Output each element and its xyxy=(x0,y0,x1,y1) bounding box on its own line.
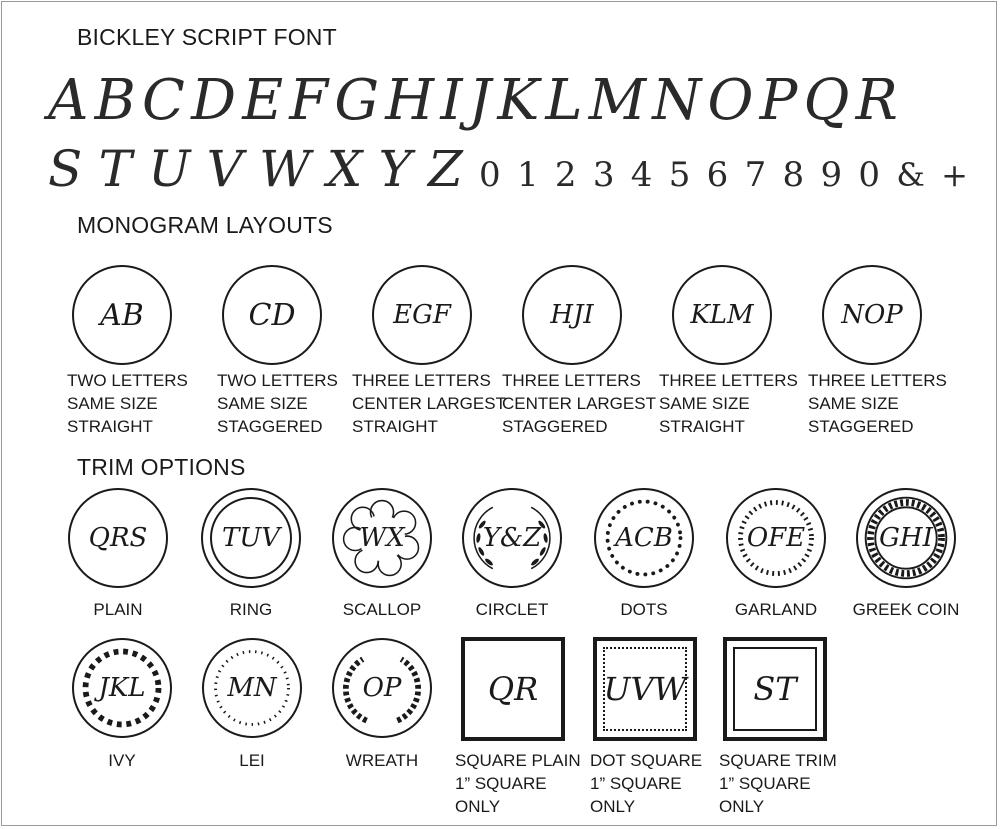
monogram-text: EGF xyxy=(393,300,451,330)
trim-caption xyxy=(332,598,432,621)
alphabet-row-1 xyxy=(48,68,898,133)
glyph: O xyxy=(707,68,754,133)
caption-line: THREE LETTERS xyxy=(808,371,947,390)
glyph: F xyxy=(289,68,329,133)
monogram-text: GHI xyxy=(879,523,933,553)
trim-circlet[interactable] xyxy=(462,488,562,588)
trim-caption xyxy=(590,749,702,818)
symbol-glyph: + xyxy=(941,156,968,194)
trim-caption xyxy=(201,598,301,621)
caption-line: CENTER LARGEST xyxy=(352,394,506,413)
trim-wreath[interactable] xyxy=(332,638,432,738)
trim-greek-coin[interactable] xyxy=(856,488,956,588)
caption-line: STRAIGHT xyxy=(659,417,745,436)
glyph: V xyxy=(206,140,243,198)
trim-caption xyxy=(719,749,837,818)
trim-caption xyxy=(68,598,168,621)
glyph: A xyxy=(48,68,89,133)
digit-glyph: 4 xyxy=(630,155,653,195)
glyph: H xyxy=(385,68,435,133)
caption-line: STAGGERED xyxy=(502,417,608,436)
glyph: T xyxy=(98,140,132,198)
digit-glyph: 8 xyxy=(782,155,805,195)
glyph: E xyxy=(242,68,284,133)
monogram-caption xyxy=(659,369,798,438)
trim-caption xyxy=(202,749,302,772)
glyph: W xyxy=(259,140,311,198)
caption-line: DOT SQUARE xyxy=(590,751,703,770)
glyph: L xyxy=(545,68,583,133)
glyph: S xyxy=(48,140,83,198)
caption-line: RING xyxy=(229,600,273,619)
monogram-seal[interactable] xyxy=(822,265,922,365)
monogram-text: UVW xyxy=(603,670,687,708)
trim-square-trim[interactable] xyxy=(723,637,827,741)
glyph: Q xyxy=(803,68,850,133)
glyph: I xyxy=(440,68,463,133)
trim-caption xyxy=(846,598,966,621)
glyph: X xyxy=(326,140,363,198)
glyph: Z xyxy=(427,140,463,198)
caption-line: STAGGERED xyxy=(217,417,323,436)
caption-line: STRAIGHT xyxy=(352,417,438,436)
caption-line: CIRCLET xyxy=(475,600,549,619)
glyph: K xyxy=(497,68,540,133)
monogram-caption xyxy=(808,369,947,438)
glyph: N xyxy=(652,68,702,133)
trim-lei[interactable] xyxy=(202,638,302,738)
digit-glyph: 0 xyxy=(858,155,881,195)
glyph: J xyxy=(468,68,492,133)
trim-caption xyxy=(72,749,172,772)
caption-line: CENTER LARGEST xyxy=(502,394,656,413)
glyph: C xyxy=(142,68,185,133)
glyph: D xyxy=(191,68,236,133)
trim-caption xyxy=(594,598,694,621)
caption-line: TWO LETTERS xyxy=(67,371,188,390)
monogram-text: MN xyxy=(227,673,277,703)
caption-line: TWO LETTERS xyxy=(217,371,338,390)
trim-scallop[interactable] xyxy=(332,488,432,588)
glyph: P xyxy=(759,68,798,133)
trim-caption xyxy=(332,749,432,772)
glyph: R xyxy=(855,68,898,133)
monogram-seal[interactable] xyxy=(72,265,172,365)
glyph: G xyxy=(334,68,380,133)
monogram-text: ACB xyxy=(615,523,673,553)
digit-glyph: 2 xyxy=(554,155,577,195)
caption-line: GREEK COIN xyxy=(852,600,960,619)
monogram-caption xyxy=(352,369,506,438)
monogram-text: TUV xyxy=(221,523,281,553)
trim-plain[interactable] xyxy=(68,488,168,588)
caption-line: DOTS xyxy=(620,600,668,619)
caption-line: SQUARE TRIM xyxy=(719,751,837,770)
glyph: Y xyxy=(378,140,412,198)
caption-line: PLAIN xyxy=(93,600,143,619)
caption-line: SAME SIZE xyxy=(808,394,899,413)
trim-caption xyxy=(462,598,562,621)
caption-line: GARLAND xyxy=(734,600,818,619)
monogram-text: QR xyxy=(487,670,539,708)
caption-line: IVY xyxy=(108,751,136,770)
trim-square-plain[interactable] xyxy=(461,637,565,741)
trim-caption xyxy=(455,749,581,818)
caption-line: THREE LETTERS xyxy=(502,371,641,390)
digit-glyph: 5 xyxy=(668,155,691,195)
monogram-seal[interactable] xyxy=(222,265,322,365)
trim-dots[interactable] xyxy=(594,488,694,588)
caption-line: THREE LETTERS xyxy=(352,371,491,390)
caption-line: SAME SIZE xyxy=(659,394,750,413)
monogram-text: JKL xyxy=(98,673,146,703)
caption-line: 1” SQUARE xyxy=(719,774,811,793)
caption-line: SCALLOP xyxy=(342,600,422,619)
trim-dot-square[interactable] xyxy=(593,637,697,741)
caption-line: STAGGERED xyxy=(808,417,914,436)
monogram-seal[interactable] xyxy=(672,265,772,365)
glyph: U xyxy=(148,140,191,198)
caption-line: STRAIGHT xyxy=(67,417,153,436)
monogram-text: HJI xyxy=(550,300,594,330)
caption-line: SAME SIZE xyxy=(217,394,308,413)
monogram-caption xyxy=(217,369,338,438)
monogram-seal[interactable] xyxy=(522,265,622,365)
glyph: M xyxy=(588,68,647,133)
digit-glyph: 6 xyxy=(706,155,729,195)
monogram-seal[interactable] xyxy=(372,265,472,365)
alphabet-row-2 xyxy=(48,140,968,198)
digit-glyph: 9 xyxy=(820,155,843,195)
monogram-text: Y&Z xyxy=(482,523,542,553)
caption-line: SAME SIZE xyxy=(67,394,158,413)
trim-ring[interactable] xyxy=(201,488,301,588)
font-heading: BICKLEY SCRIPT FONT xyxy=(77,24,337,50)
caption-line: ONLY xyxy=(590,797,636,816)
caption-line: ONLY xyxy=(719,797,765,816)
caption-line: ONLY xyxy=(455,797,501,816)
glyph: B xyxy=(94,68,136,133)
trim-ivy[interactable] xyxy=(72,638,172,738)
monogram-text: WX xyxy=(359,523,405,553)
caption-line: WREATH xyxy=(345,751,419,770)
monogram-text: CD xyxy=(248,297,296,333)
monogram-caption xyxy=(502,369,656,438)
monogram-text: AB xyxy=(100,297,144,333)
monogram-heading: MONOGRAM LAYOUTS xyxy=(77,212,333,238)
monogram-text: ST xyxy=(753,670,797,708)
digit-glyph: 3 xyxy=(592,155,615,195)
digit-glyph: 7 xyxy=(744,155,767,195)
monogram-text: QRS xyxy=(88,523,148,553)
monogram-caption xyxy=(67,369,188,438)
caption-line: SQUARE PLAIN xyxy=(455,751,581,770)
caption-line: 1” SQUARE xyxy=(590,774,682,793)
caption-line: LEI xyxy=(239,751,265,770)
trim-garland[interactable] xyxy=(726,488,826,588)
digit-glyph: 0 xyxy=(479,155,501,195)
monogram-text: KLM xyxy=(690,300,754,330)
trim-heading: TRIM OPTIONS xyxy=(77,454,246,480)
caption-line: 1” SQUARE xyxy=(455,774,547,793)
monogram-text: OFE xyxy=(746,523,806,553)
monogram-text: NOP xyxy=(841,300,903,330)
trim-caption xyxy=(716,598,836,621)
monogram-text: OP xyxy=(362,673,402,703)
symbol-glyph: & xyxy=(896,156,925,194)
caption-line: THREE LETTERS xyxy=(659,371,798,390)
digit-glyph: 1 xyxy=(516,155,539,195)
